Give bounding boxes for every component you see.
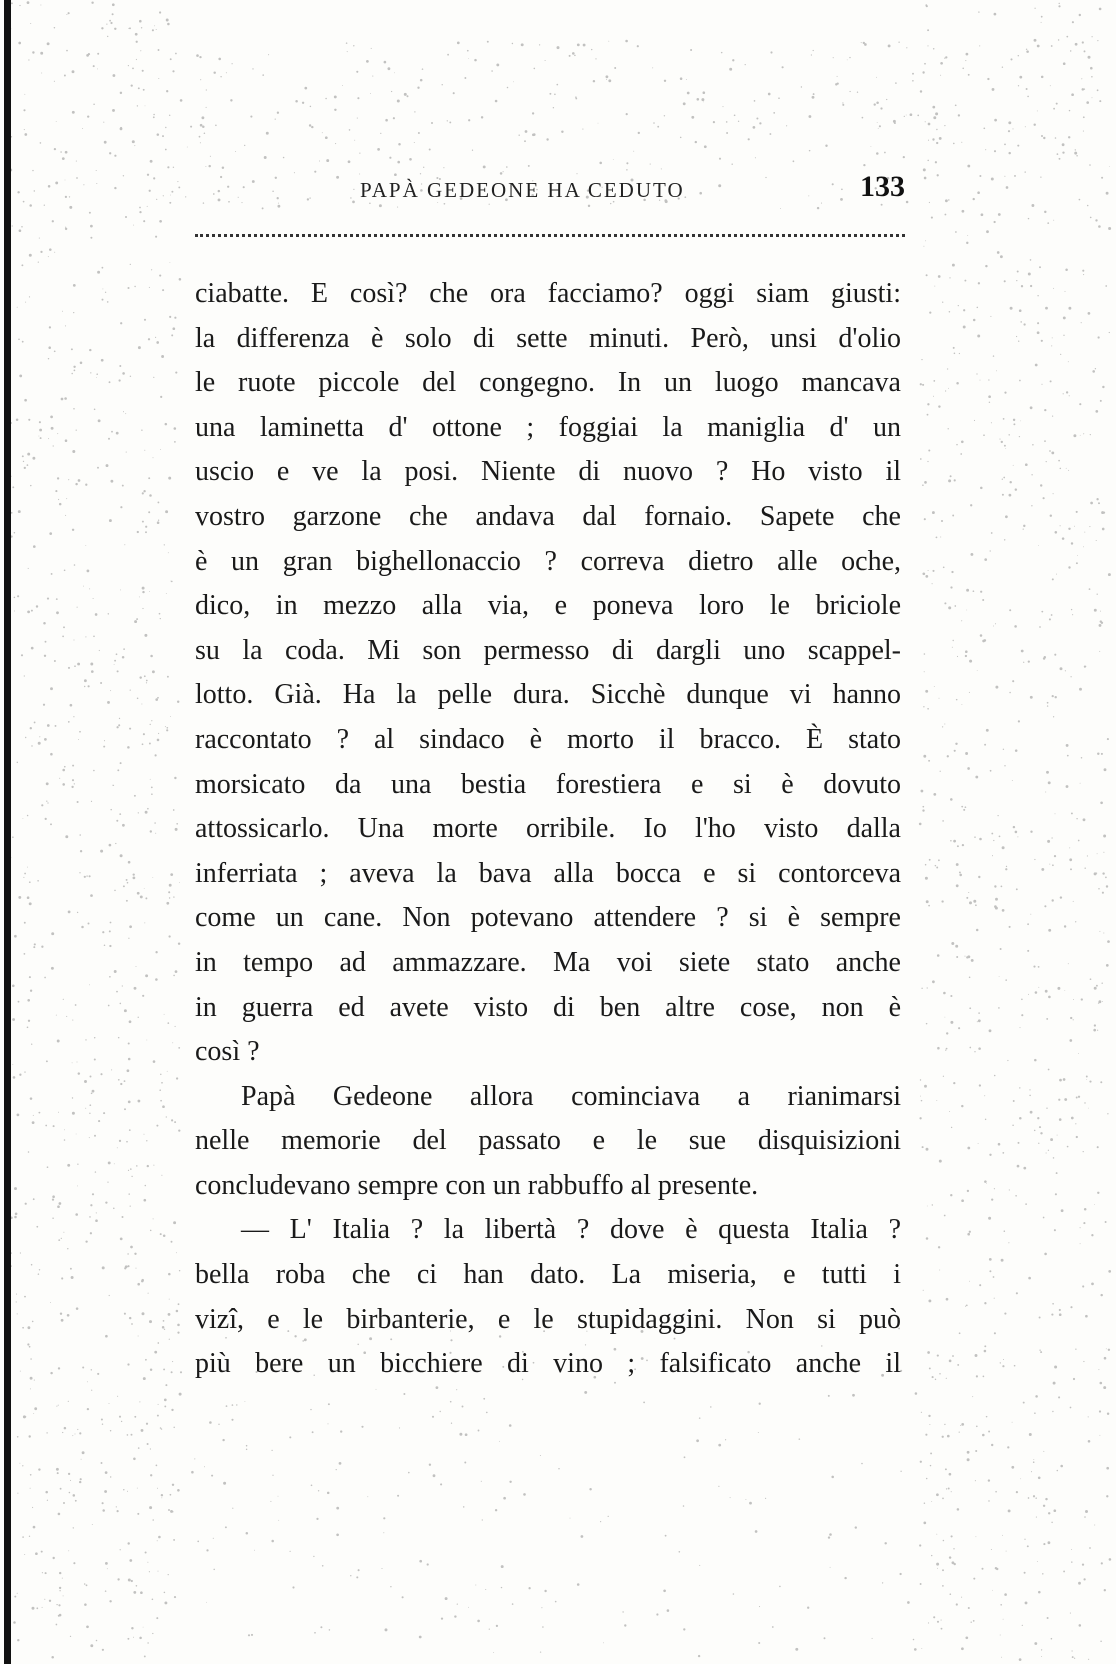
text-line: concludevano sempre con un rabbuffo al presente. [195,1169,759,1201]
text-line: le ruote piccole del congegno. In un luogo mancava [195,367,901,399]
text-line: vostro garzone che andava dal fornaio. Sapete che [195,500,901,532]
text-line: raccontato ? al sindaco è morto il bracco. È stato [195,723,901,755]
page-number: 133 [860,170,905,203]
text-line: nelle memorie del passato e le sue disquisizioni [195,1125,901,1157]
text-line: morsicato da una bestia forestiera e si è dovuto [195,768,901,800]
text-line: lotto. Già. Ha la pelle dura. Sicchè dunque vi hanno [195,679,901,711]
text-line: bella roba che ci han dato. La miseria, e tutti i [195,1259,901,1291]
text-line: la differenza è solo di sette minuti. Però, unsi d'olio [195,322,901,354]
page-spine-edge [4,0,11,1664]
text-line: come un cane. Non potevano attendere ? si è sempre [195,902,901,934]
running-head [195,170,905,210]
text-line: Papà Gedeone allora cominciava a rianimarsi [241,1080,901,1112]
text-line: vizî, e le birbanterie, e le stupidaggini. Non si può [195,1303,901,1335]
text-line: una laminetta d' ottone ; foggiai la maniglia d' un [195,411,901,443]
text-line: inferriata ; aveva la bava alla bocca e si contorceva [195,857,901,889]
text-line: così ? [195,1036,260,1068]
header-rule [195,234,905,237]
text-line: in tempo ad ammazzare. Ma voi siete stato anche [195,946,901,978]
text-line: attossicarlo. Una morte orribile. Io l'ho visto dalla [195,813,901,845]
text-line: più bere un bicchiere di vino ; falsificato anche il [195,1348,901,1380]
text-line: su la coda. Mi son permesso di dargli uno scappel- [195,634,901,666]
text-line: dico, in mezzo alla via, e poneva loro le briciole [195,590,901,622]
text-line: è un gran bighellonaccio ? correva dietro alle oche, [195,545,901,577]
text-line: ciabatte. E così? che ora facciamo? oggi siam giusti: [195,278,901,309]
body-text [195,272,901,1387]
text-line: uscio e ve la posi. Niente di nuovo ? Ho visto il [195,456,901,488]
running-title: PAPÀ GEDEONE HA CEDUTO [360,178,685,202]
text-line: — L' Italia ? la libertà ? dove è questa Italia ? [241,1214,901,1246]
text-line: in guerra ed avete visto di ben altre cose, non è [195,991,901,1023]
